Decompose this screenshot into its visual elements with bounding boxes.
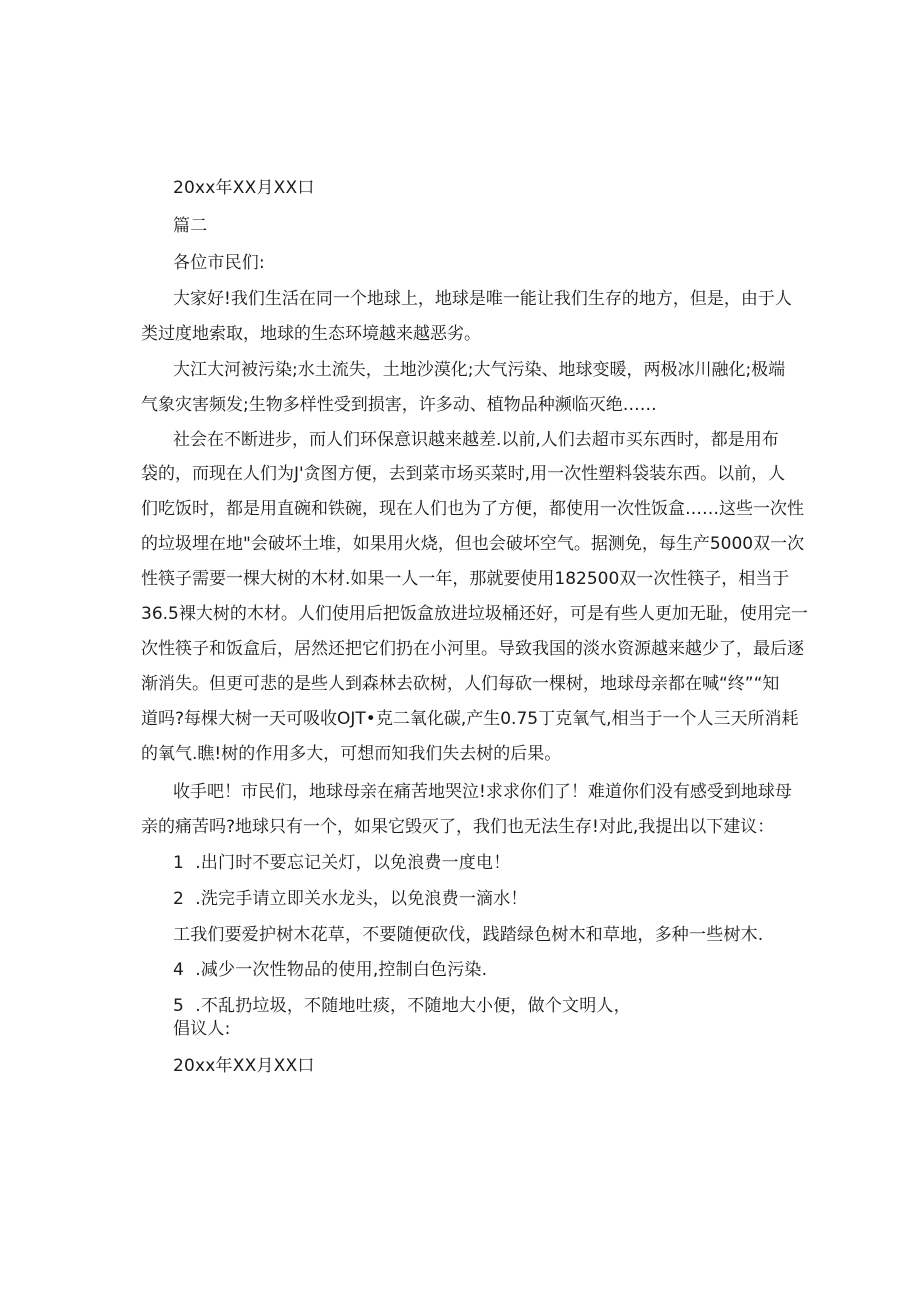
suggestion-3: 工我们要爱护树木花草，不要随便砍伐，践踏绿色树木和草地，多种一些树木. (173, 925, 764, 945)
section-title: 篇二 (173, 216, 208, 236)
paragraph-2-line-1: 大江大河被污染;水土流失，土地沙漠化;大气污染、地球变暖，两极冰川融化;极端 (173, 360, 786, 380)
suggestion-5: 5 .不乱扔垃圾，不随地吐痰，不随地大小便，做个文明人， (173, 996, 631, 1016)
paragraph-2-line-2: 气象灾害频发;生物多样性受到损害，许多动、植物品种濒临灭绝…… (141, 395, 657, 415)
paragraph-3-line-5: 性筷子需要一棵大树的木材.如果一人一年，那就要使用182500双一次性筷子，相当于 (141, 569, 790, 589)
paragraph-3-line-3: 们吃饭时，都是用直碗和铁碗，现在人们也为了方便，都使用一次性饭盒……这些一次性 (141, 499, 804, 519)
paragraph-3-line-4: 的垃圾埋在地"会破坏土堆，如果用火烧，但也会破坏空气。据测免，每生产5000双一次 (141, 534, 805, 554)
paragraph-3-line-1: 社会在不断进步，而人们环保意识越来越差.以前,人们去超市买东西时，都是用布 (173, 430, 779, 450)
paragraph-4-line-1: 收手吧！市民们，地球母亲在痛苦地哭泣!求求你们了！难道你们没有感受到地球母 (173, 782, 792, 802)
suggestion-2: 2 .洗完手请立即关水龙头，以免浪费一滴水！ (173, 889, 528, 909)
paragraph-3-line-7: 次性筷子和饭盒后，居然还把它们扔在小河里。导致我国的淡水资源越来越少了，最后逐 (141, 639, 804, 659)
date-bottom: 20xx年XX月XX口 (173, 1056, 315, 1076)
signature-label: 倡议人: (173, 1019, 231, 1039)
paragraph-1-line-2: 类过度地索取，地球的生态环境越来越恶劣。 (141, 324, 481, 344)
paragraph-3-line-6: 36.5裸大树的木材。人们使用后把饭盒放进垃圾桶还好，可是有些人更加无耻，使用完一 (141, 604, 808, 624)
paragraph-3-line-8: 渐消失。但更可悲的是些人到森林去砍树，人们每砍一棵树，地球母亲都在喊“终”“知 (141, 674, 780, 694)
suggestion-1: 1 .出门时不要忘记关灯，以免浪费一度电！ (173, 853, 511, 873)
date-top: 20xx年XX月XX口 (173, 178, 315, 198)
paragraph-3-line-10: 的氧气.瞧!树的作用多大，可想而知我们失去树的后果。 (141, 744, 562, 764)
paragraph-3-line-2: 袋的，而现在人们为J'贪图方便，去到菜市场买菜时,用一次性塑料袋装东西。以前，人 (141, 464, 786, 484)
paragraph-3-line-9: 道吗?每棵大树一天可吸收OJT•克二氧化碳,产生0.75丁克氧气,相当于一个人三天所消耗 (141, 709, 799, 729)
suggestion-4: 4 .减少一次性物品的使用,控制白色污染. (173, 960, 488, 980)
paragraph-1-line-1: 大家好!我们生活在同一个地球上，地球是唯一能让我们生存的地方，但是，由于人 (173, 289, 792, 309)
paragraph-4-line-2: 亲的痛苦吗?地球只有一个，如果它毁灭了，我们也无法生存!对此,我提出以下建议： (141, 817, 775, 837)
salutation: 各位市民们: (173, 253, 265, 273)
